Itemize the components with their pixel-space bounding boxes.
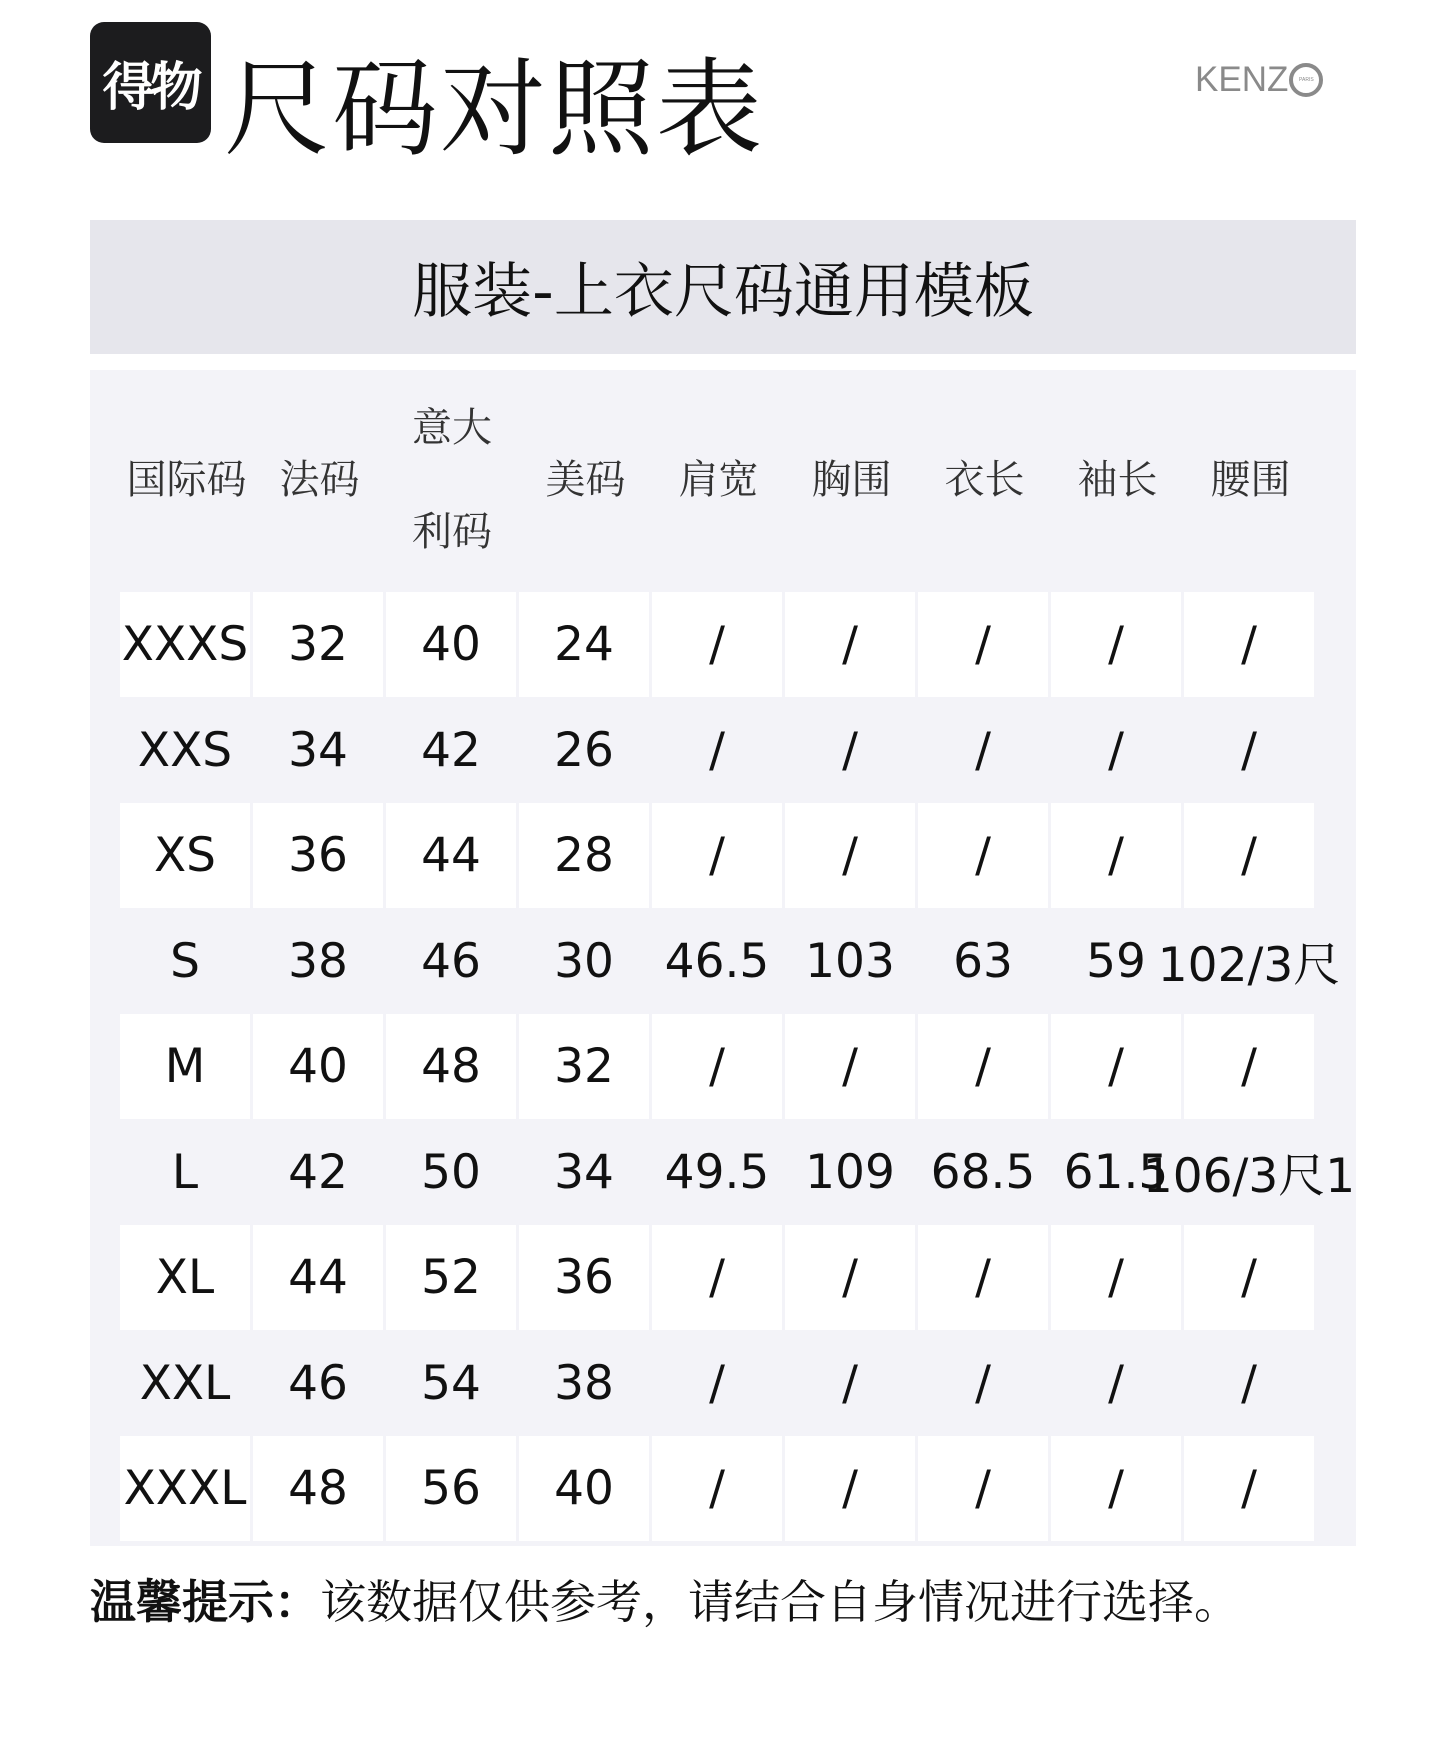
table-cell: 32 (519, 1014, 649, 1119)
table-cell: 109 (805, 1144, 895, 1200)
size-table (90, 370, 1356, 1546)
table-cell: XL (120, 1225, 250, 1330)
table-cell: / (785, 1014, 915, 1119)
table-cell: 40 (519, 1436, 649, 1541)
table-row (120, 698, 1320, 803)
table-cell: / (652, 1014, 782, 1119)
table-cell: XS (120, 803, 250, 908)
notice-text: 该数据仅供参考，请结合自身情况进行选择。 (320, 1575, 1240, 1629)
table-cell: 63 (953, 933, 1013, 989)
table-cell: 34 (288, 722, 348, 778)
table-cell: 36 (519, 1225, 649, 1330)
table-cell: / (652, 592, 782, 697)
table-cell: 34 (554, 1144, 614, 1200)
table-cell: / (785, 1225, 915, 1330)
table-cell: / (1241, 722, 1257, 778)
app-logo-text: 得物 (102, 58, 199, 118)
column-header: 腰围 (1210, 457, 1291, 503)
table-cell: 59 (1086, 933, 1146, 989)
table-cell: 56 (386, 1436, 516, 1541)
table-cell: 40 (386, 592, 516, 697)
column-header: 国际码 (126, 457, 247, 503)
table-cell: / (652, 1436, 782, 1541)
table-cell: 38 (288, 933, 348, 989)
table-cell: 46 (421, 933, 481, 989)
table-cell: 24 (519, 592, 649, 697)
table-cell: / (1184, 1225, 1314, 1330)
table-cell: / (1051, 1014, 1181, 1119)
table-cell: 36 (253, 803, 383, 908)
table-cell: XXXS (120, 592, 250, 697)
table-cell: 26 (554, 722, 614, 778)
table-title: 服装-上衣尺码通用模板 (412, 257, 1034, 327)
app-logo (90, 22, 211, 143)
table-cell: 40 (253, 1014, 383, 1119)
table-cell: 49.5 (664, 1144, 770, 1200)
table-cell: 46 (288, 1355, 348, 1411)
column-header: 衣长 (944, 457, 1025, 503)
table-cell: / (975, 722, 991, 778)
column-header: 意大利码 (412, 405, 492, 555)
table-cell: / (842, 1355, 858, 1411)
table-cell: 48 (253, 1436, 383, 1541)
table-cell: 50 (421, 1144, 481, 1200)
table-cell: / (1051, 592, 1181, 697)
page-title: 尺码对照表 (224, 48, 764, 171)
table-cell: / (1241, 1355, 1257, 1411)
table-cell: / (918, 592, 1048, 697)
table-cell: 44 (386, 803, 516, 908)
table-cell: / (1184, 1436, 1314, 1541)
table-cell: / (918, 1014, 1048, 1119)
table-cell: 106/3尺1 (1142, 1148, 1356, 1204)
table-cell: / (652, 1225, 782, 1330)
column-header: 肩宽 (678, 457, 759, 503)
table-cell: / (1051, 1436, 1181, 1541)
table-cell: XXL (139, 1355, 231, 1411)
table-row (120, 803, 1320, 908)
notice-label: 温馨提示： (90, 1575, 320, 1629)
table-cell: / (1051, 803, 1181, 908)
table-cell: 48 (386, 1014, 516, 1119)
table-cell: 103 (805, 933, 895, 989)
column-header: 法码 (279, 457, 360, 503)
brand-logo-o: PARIS (1289, 63, 1323, 97)
table-cell: 42 (421, 722, 481, 778)
table-cell: / (652, 803, 782, 908)
table-row (120, 1225, 1320, 1330)
table-cell: 42 (288, 1144, 348, 1200)
table-title-banner (90, 220, 1356, 354)
table-cell: 54 (421, 1355, 481, 1411)
table-header-row (120, 370, 1320, 590)
table-row (120, 1331, 1320, 1436)
table-cell: S (170, 933, 200, 989)
table-cell: / (1051, 1225, 1181, 1330)
table-row (120, 1120, 1356, 1225)
table-cell: / (1108, 722, 1124, 778)
table-cell: 68.5 (930, 1144, 1036, 1200)
table-cell: 46.5 (664, 933, 770, 989)
table-cell: / (1184, 592, 1314, 697)
table-row (120, 1436, 1320, 1541)
table-cell: 52 (386, 1225, 516, 1330)
brand-logo-text: KENZ (1195, 60, 1289, 99)
table-row (120, 909, 1341, 1014)
table-cell: 38 (554, 1355, 614, 1411)
table-cell: M (120, 1014, 250, 1119)
table-cell: / (785, 592, 915, 697)
column-header: 胸围 (811, 457, 892, 503)
table-cell: XXS (137, 722, 233, 778)
column-header: 美码 (545, 457, 626, 503)
table-cell: XXXL (120, 1436, 250, 1541)
column-header: 袖长 (1077, 457, 1158, 503)
table-cell: / (1108, 1355, 1124, 1411)
table-cell: / (785, 803, 915, 908)
table-row (120, 592, 1320, 697)
table-cell: 28 (519, 803, 649, 908)
table-cell: 102/3尺 (1157, 937, 1341, 993)
table-cell: / (975, 1355, 991, 1411)
table-cell: 32 (253, 592, 383, 697)
table-row (120, 1014, 1320, 1119)
table-cell: / (842, 722, 858, 778)
table-cell: 61.5 (1063, 1144, 1169, 1200)
brand-logo (1195, 60, 1323, 100)
table-cell: / (709, 722, 725, 778)
notice (90, 1566, 1240, 1632)
table-cell: 30 (554, 933, 614, 989)
table-cell: / (918, 1225, 1048, 1330)
table-cell: / (918, 1436, 1048, 1541)
table-cell: / (709, 1355, 725, 1411)
table-cell: L (171, 1144, 199, 1200)
table-cell: / (918, 803, 1048, 908)
table-cell: / (785, 1436, 915, 1541)
table-cell: / (1184, 803, 1314, 908)
table-cell: / (1184, 1014, 1314, 1119)
table-cell: 44 (253, 1225, 383, 1330)
